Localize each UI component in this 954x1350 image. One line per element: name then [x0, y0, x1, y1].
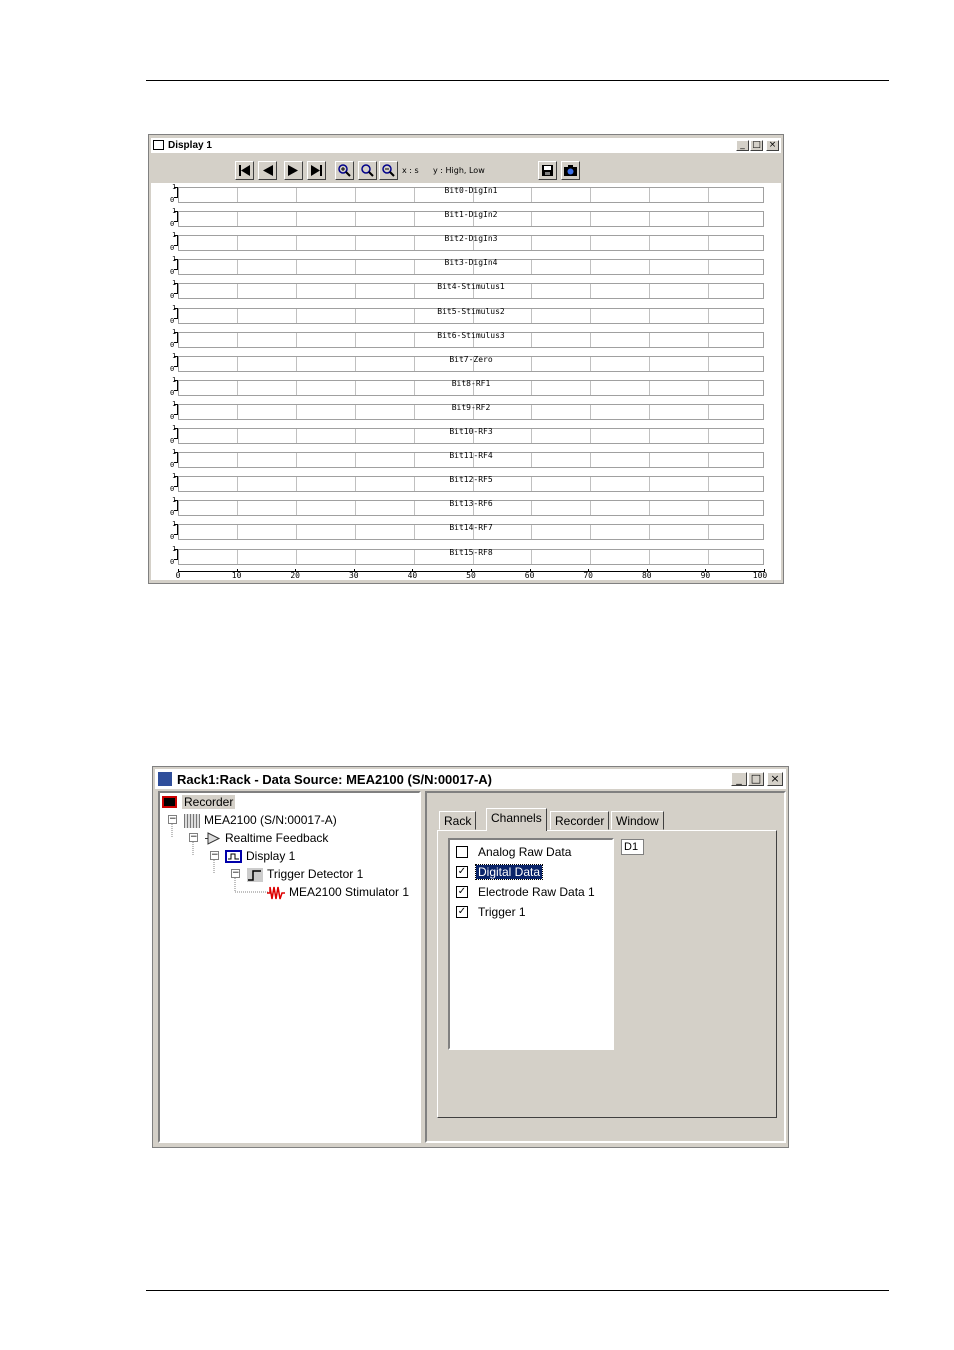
channel-row: [151, 279, 781, 303]
channel-row: [151, 328, 781, 352]
tab-channels[interactable]: Channels: [486, 808, 547, 831]
y-high-label: 1: [172, 255, 177, 264]
y-high-label: 1: [172, 183, 177, 191]
channel-label: Trigger 1: [478, 905, 526, 919]
display-window-title: Display 1: [168, 140, 212, 151]
camera-icon[interactable]: [561, 161, 580, 180]
channel-name: Bit9-RF2: [451, 402, 491, 412]
header-rule: [146, 80, 889, 81]
y-high-label: 1: [172, 231, 177, 240]
collapse-toggle[interactable]: −: [232, 868, 240, 878]
channel-name: Bit6-Stimulus3: [437, 330, 505, 340]
y-high-label: 1: [172, 448, 177, 457]
y-high-label: 1: [172, 544, 177, 553]
display-window-icon: [153, 140, 164, 150]
channel-name: Bit1-DigIn2: [444, 210, 498, 220]
display-window: [148, 134, 784, 584]
tab-rack[interactable]: Rack: [439, 811, 476, 830]
y-high-label: 1: [172, 424, 177, 432]
x-tick-label: 80: [641, 571, 652, 580]
x-tick-label: 40: [407, 571, 418, 580]
channels-tab-panel: [437, 830, 777, 1118]
tab-window[interactable]: Window: [611, 811, 664, 830]
amplifier-icon: [205, 832, 220, 845]
rack-title-bar[interactable]: [155, 769, 786, 789]
collapse-toggle[interactable]: −: [169, 814, 177, 824]
footer-rule: [146, 1290, 889, 1291]
channel-name: Bit12-RF5: [449, 475, 493, 485]
channel-row: [151, 545, 781, 569]
channel-name: Bit10-RF3: [449, 427, 493, 436]
channel-row: [151, 520, 781, 544]
stimulator-icon: [267, 886, 285, 899]
y-low-label: 0: [170, 316, 175, 325]
y-low-label: 0: [170, 557, 175, 566]
y-low-label: 0: [170, 485, 175, 494]
minimize-button[interactable]: _: [736, 140, 749, 151]
zoom-reset-icon[interactable]: [358, 161, 377, 180]
y-low-label: 0: [170, 412, 175, 421]
y-low-label: 0: [170, 220, 175, 229]
channel-name: Bit11-RF4: [449, 451, 493, 461]
zoom-in-icon[interactable]: [335, 161, 354, 180]
y-high-label: 1: [172, 303, 177, 312]
y-low-label: 0: [170, 244, 175, 253]
channel-row: [151, 424, 781, 448]
play-icon[interactable]: [284, 161, 303, 180]
display-toolbar: [151, 155, 781, 185]
digital-plot-area[interactable]: [151, 183, 781, 580]
tree-node-label: Realtime Feedback: [225, 831, 329, 845]
y-low-label: 0: [170, 461, 175, 470]
trigger-icon: [247, 868, 262, 881]
y-low-label: 0: [170, 437, 175, 445]
previous-icon[interactable]: [258, 161, 277, 180]
x-tick-label: 10: [231, 571, 242, 580]
channel-row: [151, 304, 781, 328]
collapse-toggle[interactable]: −: [211, 850, 219, 860]
y-high-label: 1: [172, 327, 177, 336]
maximize-button[interactable]: □: [750, 140, 763, 151]
display-title-bar[interactable]: [151, 138, 781, 153]
y-low-label: 0: [170, 196, 175, 204]
y-high-label: 1: [172, 472, 177, 481]
y-low-label: 0: [170, 292, 175, 301]
tree-node-mea2100[interactable]: [204, 813, 337, 827]
y-high-label: 1: [172, 207, 177, 216]
x-tick-label: 20: [290, 571, 301, 580]
channel-checkbox[interactable]: ✓: [457, 866, 467, 877]
tree-node-label: MEA2100 Stimulator 1: [289, 885, 410, 899]
x-tick-label: 0: [175, 571, 181, 580]
channel-row: [151, 255, 781, 279]
tree-node-realtime-feedback[interactable]: [225, 831, 328, 845]
collapse-toggle[interactable]: −: [190, 832, 198, 842]
y-low-label: 0: [170, 340, 175, 349]
y-low-label: 0: [170, 364, 175, 373]
channel-name: Bit14-RF7: [449, 523, 493, 533]
y-low-label: 0: [170, 388, 175, 397]
x-tick-label: 100: [752, 571, 768, 580]
rack-close-button[interactable]: ×: [767, 772, 783, 786]
close-button[interactable]: ×: [766, 140, 779, 151]
rack-tree-view: [158, 791, 421, 1143]
x-tick-label: 90: [700, 571, 711, 580]
channel-code-field: D1: [621, 839, 644, 855]
x-tick-label: 60: [524, 571, 535, 580]
y-low-label: 0: [170, 533, 175, 542]
tree-node-trigger-detector[interactable]: [267, 867, 363, 881]
x-tick-label: 50: [466, 571, 476, 580]
last-icon[interactable]: [307, 161, 326, 180]
channel-checkbox[interactable]: ✓: [457, 906, 467, 917]
properties-pane: [425, 791, 786, 1143]
channel-name: Bit2-DigIn3: [444, 234, 498, 244]
rack-window-title: Rack1:Rack - Data Source: MEA2100 (S/N:00017-A): [177, 772, 493, 787]
x-tick-label: 30: [348, 571, 359, 580]
rack-window: [152, 766, 789, 1148]
save-icon[interactable]: [538, 161, 557, 180]
channel-name: Bit13-RF6: [449, 499, 493, 509]
channel-row: [151, 472, 781, 496]
display-icon: [225, 850, 242, 863]
channel-name: Bit0-DigIn1: [444, 186, 498, 195]
first-icon[interactable]: [235, 161, 254, 180]
y-high-label: 1: [172, 496, 177, 505]
channel-row: [151, 448, 781, 472]
tree-node-label: Trigger Detector 1: [267, 867, 364, 881]
channel-name: Bit7-Zero: [449, 354, 493, 364]
tree-node-label: Recorder: [184, 795, 234, 809]
channel-name: Bit3-DigIn4: [444, 258, 498, 268]
y-high-label: 1: [172, 279, 177, 288]
tree-node-label: MEA2100 (S/N:00017-A): [204, 813, 337, 827]
channel-checkbox[interactable]: [456, 846, 468, 858]
channel-row: [151, 376, 781, 400]
channel-row: [151, 496, 781, 520]
x-axis-unit-label: x : s: [402, 166, 419, 175]
rack-app-icon: [158, 772, 172, 786]
channel-row: [151, 400, 781, 424]
x-tick-label: 70: [583, 571, 594, 580]
tree-node-display[interactable]: [246, 849, 295, 863]
channel-name: Bit4-Stimulus1: [437, 282, 505, 292]
y-high-label: 1: [172, 375, 177, 384]
y-low-label: 0: [170, 509, 175, 518]
y-high-label: 1: [172, 351, 177, 360]
recorder-icon: [162, 796, 177, 808]
channel-label: Digital Data: [478, 865, 541, 879]
channel-list[interactable]: [448, 838, 614, 1050]
channel-name: Bit5-Stimulus2: [437, 306, 505, 316]
tree-node-stimulator[interactable]: [289, 885, 409, 899]
rack-maximize-button[interactable]: □: [748, 772, 764, 786]
y-axis-unit-label: y : High, Low: [433, 166, 485, 175]
channel-name: Bit8-RF1: [451, 378, 491, 388]
channel-name: Bit15-RF8: [449, 547, 493, 557]
y-high-label: 1: [172, 399, 177, 408]
device-chip-icon: [184, 814, 200, 828]
channel-row: [151, 352, 781, 376]
channel-label: Electrode Raw Data 1: [478, 885, 595, 899]
tree-node-recorder[interactable]: [182, 795, 235, 809]
y-high-label: 1: [172, 520, 177, 529]
channel-row: [151, 183, 781, 207]
y-low-label: 0: [170, 268, 175, 277]
tab-recorder[interactable]: Recorder: [550, 811, 609, 830]
channel-row: [151, 231, 781, 255]
channel-label: Analog Raw Data: [478, 845, 572, 859]
channel-row: [151, 207, 781, 231]
tree-node-label: Display 1: [246, 849, 296, 863]
rack-minimize-button[interactable]: _: [731, 772, 747, 786]
channel-checkbox[interactable]: ✓: [457, 886, 467, 897]
zoom-out-icon[interactable]: [379, 161, 398, 180]
